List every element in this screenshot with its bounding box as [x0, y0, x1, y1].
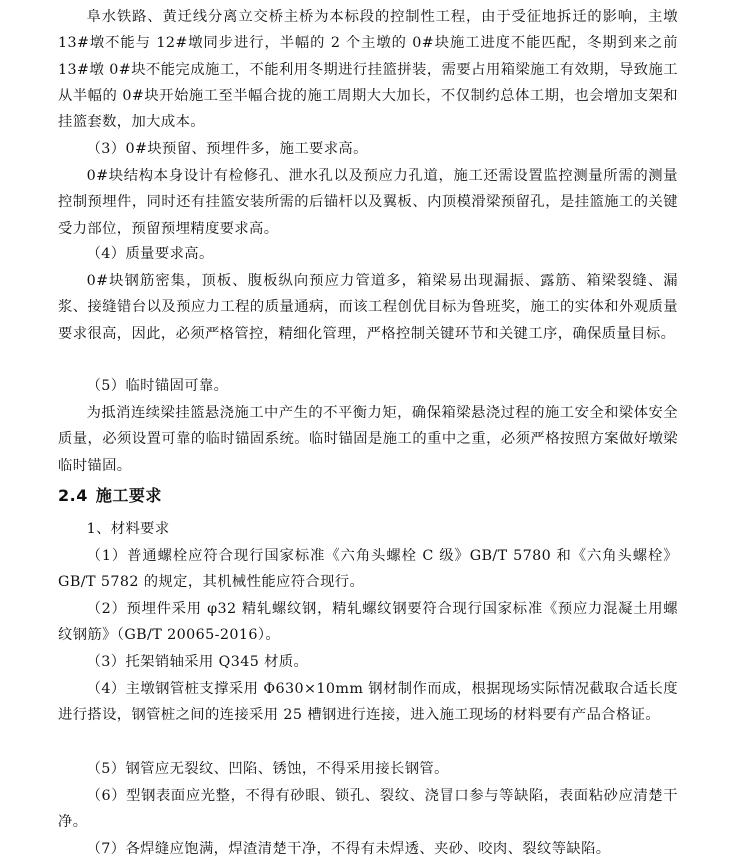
item-heading-3: （3）0#块预留、预埋件多，施工要求高。 [86, 141, 368, 157]
requirement-3: （3）托架销轴采用 Q345 材质。 [86, 654, 309, 670]
paragraph-item-3: 0#块结构本身设计有检修孔、泄水孔以及预应力孔道，施工还需设置监控测量所需的测量控制预埋件，同时还有挂篮安装所需的后锚杆以及翼板、内顶模滑梁预留孔，是挂篮施工的关键受力部位，预留预埋精度要求高。 [58, 168, 678, 237]
section-number: 2.4 [58, 486, 88, 505]
requirement-1: （1）普通螺栓应符合现行国家标准《六角头螺栓 C 级》GB/T 5780 和《六角头螺栓》GB/T 5782 的规定，其机械性能应符合现行。 [58, 548, 678, 591]
subsection-heading: 1、材料要求 [86, 521, 170, 537]
requirement-6: （6）型钢表面应光整，不得有砂眼、锁孔、裂纹、浇冒口参与等缺陷，表面粘砂应清楚干净。 [58, 788, 678, 831]
paragraph-item-4: 0#块钢筋密集，顶板、腹板纵向预应力管道多，箱梁易出现漏振、露筋、箱梁裂缝、漏浆、接缝错台以及预应力工程的质量通病，而该工程创优目标为鲁班奖，施工的实体和外观质量要求很高，因此，必须严格管控，精细化管理，严格控制关键环节和关键工序，确保质量目标。 [58, 273, 678, 342]
requirement-7: （7）各焊缝应饱满，焊渣清楚干净，不得有未焊透、夹砂、咬肉、裂纹等缺陷。 [86, 841, 611, 857]
requirement-5: （5）钢管应无裂纹、凹陷、锈蚀，不得采用接长钢管。 [86, 761, 449, 777]
item-heading-5: （5）临时锚固可靠。 [86, 378, 229, 394]
paragraph-background: 阜水铁路、黄迁线分离立交桥主桥为本标段的控制性工程，由于受征地拆迁的影响，主墩 13#墩不能与 12#墩同步进行，半幅的 2 个主墩的 0#块施工进度不能匹配，冬期到来之前 13#墩 0#块不能完成施工，不能利用冬期进行挂篮拼装，需要占用箱梁施工有效期，导致施工从半幅的 0#块开始施工至半幅合拢的施工周期大大加长，不仅制约总体工期，也会增加支架和挂篮套数，加大成本。 [58, 9, 678, 131]
requirement-2: （2）预埋件采用 φ32 精轧螺纹钢，精轧螺纹钢要符合现行国家标准《预应力混凝土用螺纹钢筋》（GB/T 20065-2016）。 [58, 601, 678, 644]
section-title: 施工要求 [95, 486, 162, 505]
paragraph-item-5: 为抵消连续梁挂篮悬浇施工中产生的不平衡力矩，确保箱梁悬浇过程的施工安全和梁体安全质量，必须设置可靠的临时锚固系统。临时锚固是施工的重中之重，必须严格按照方案做好墩梁临时锚固。 [58, 405, 678, 474]
requirement-4: （4）主墩钢管桩支撑采用 Φ630×10mm 钢材制作而成，根据现场实际情况截取合适长度进行搭设，钢管桩之间的连接采用 25 槽钢进行连接，进入施工现场的材料要有产品合格证。 [58, 681, 678, 724]
item-heading-4: （4）质量要求高。 [86, 246, 214, 262]
section-heading [58, 483, 162, 509]
